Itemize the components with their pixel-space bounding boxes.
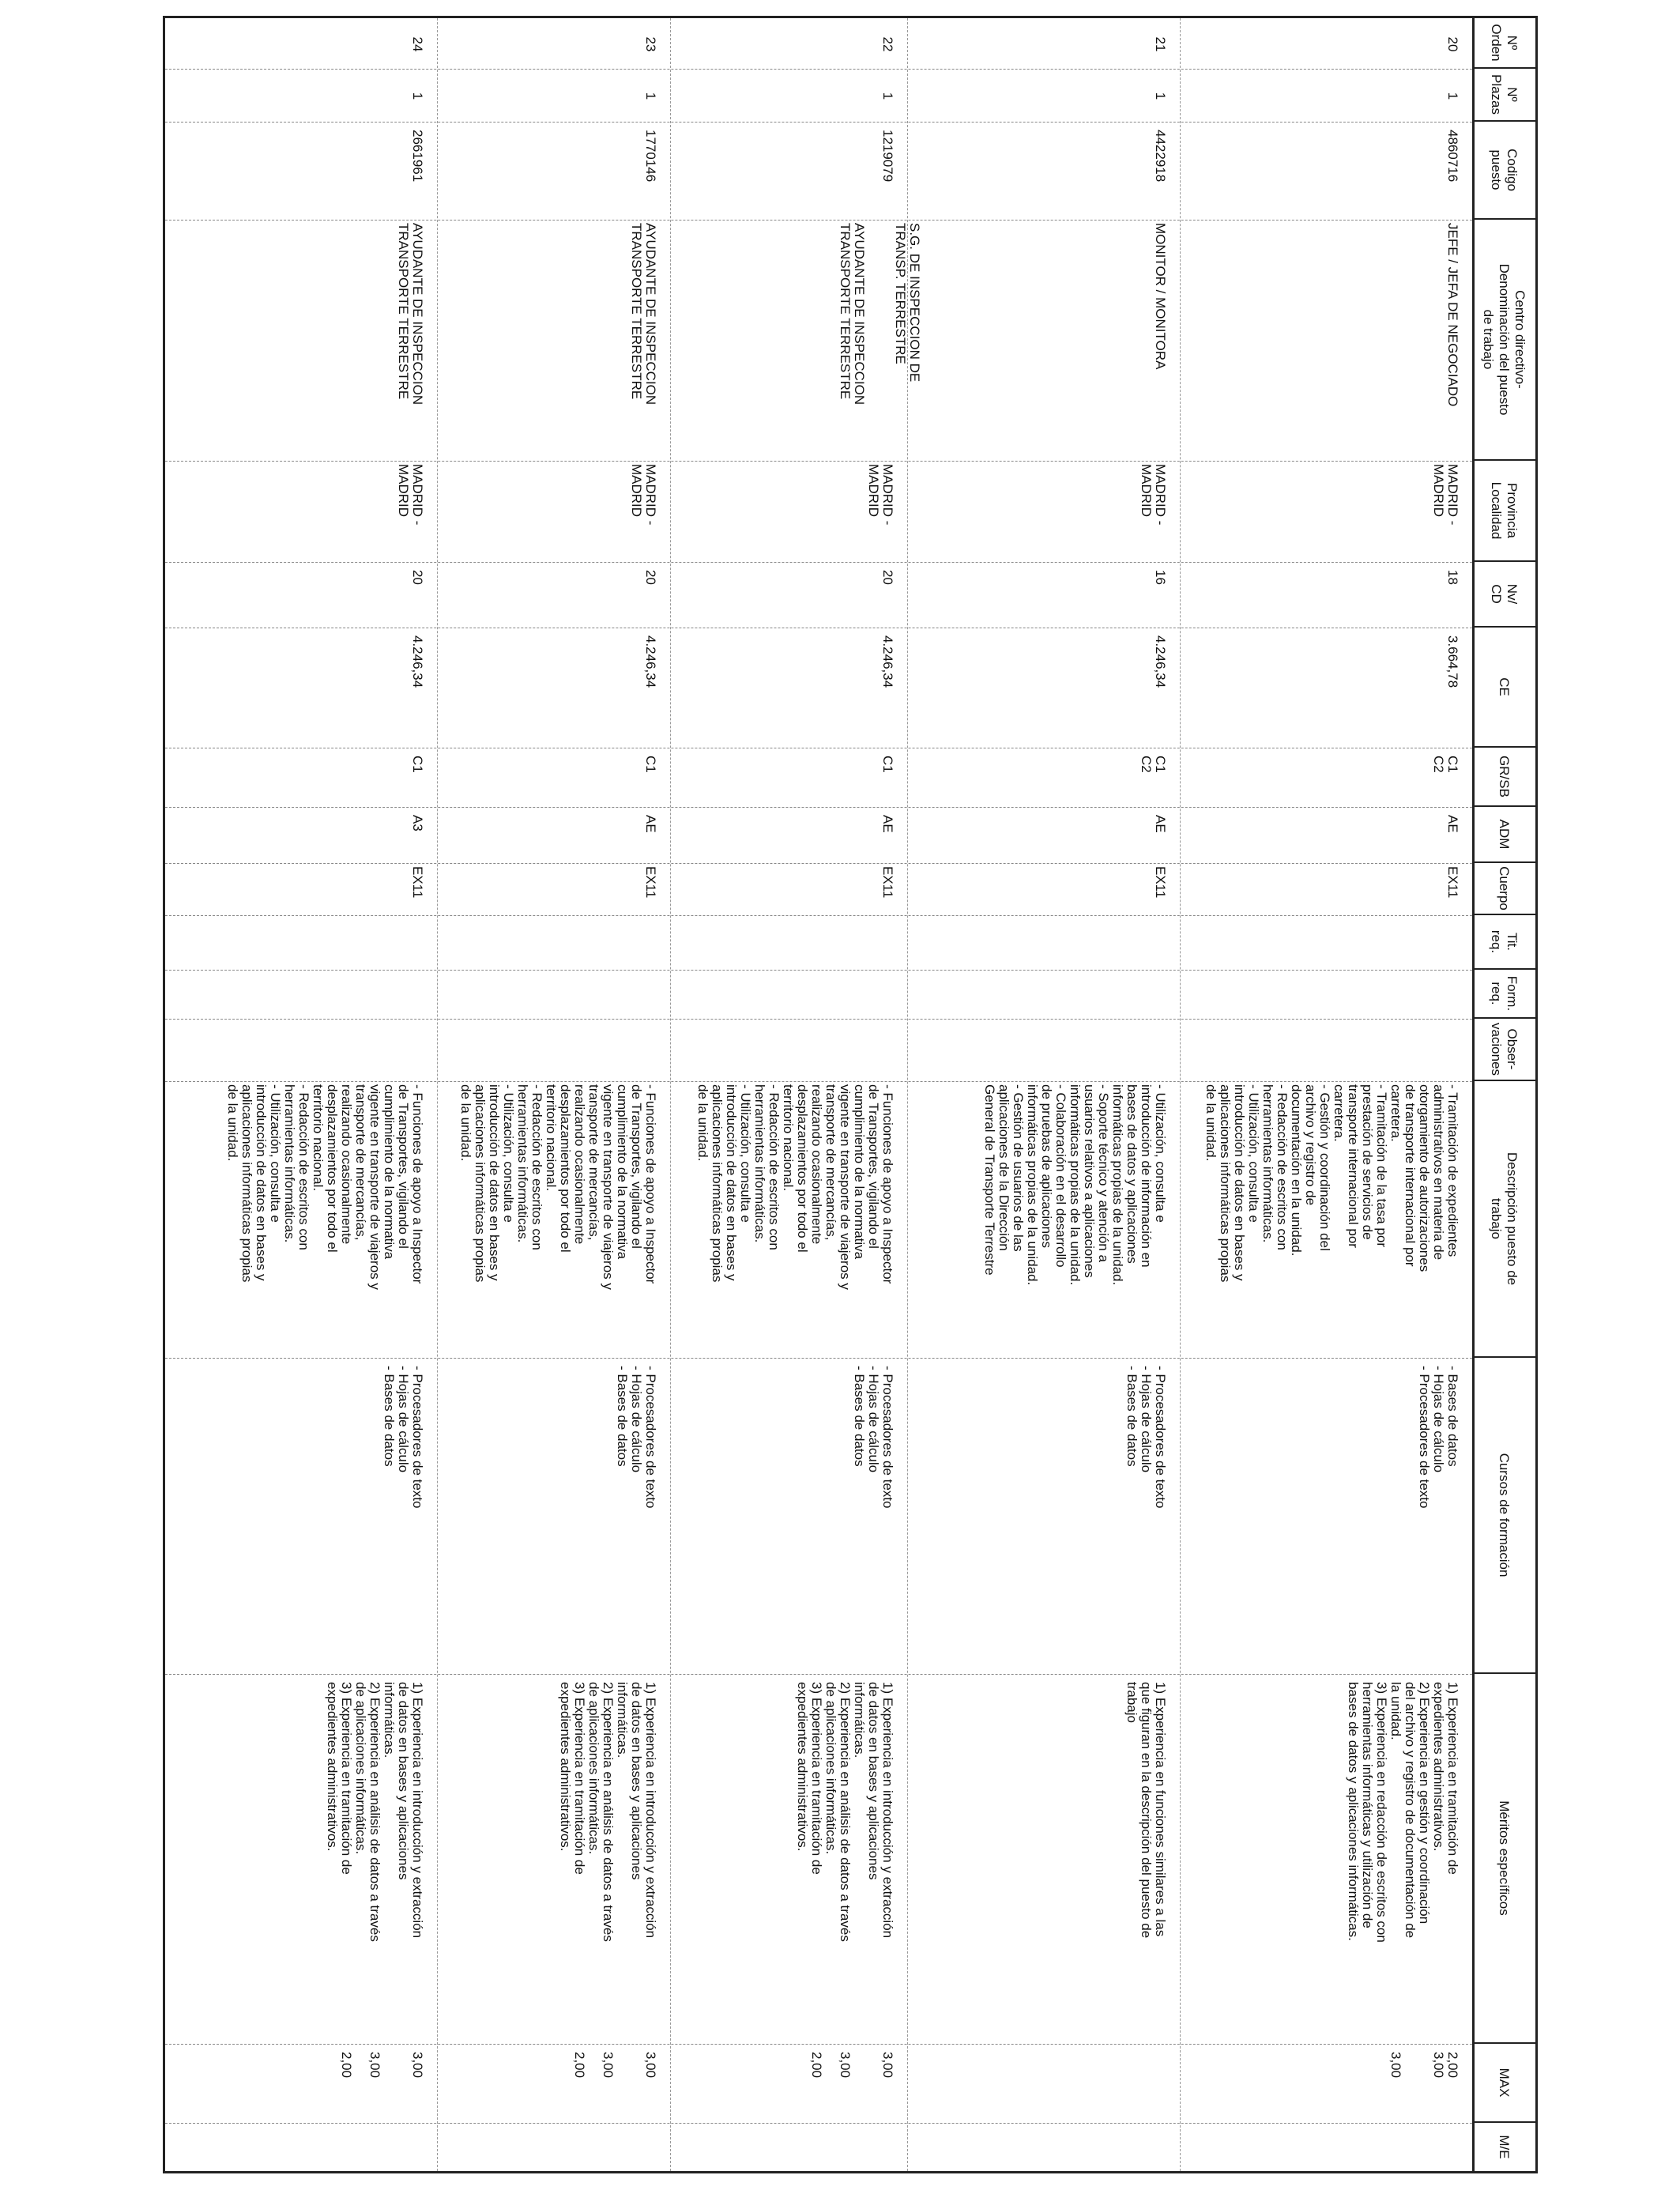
cell-codigo: 1219079 — [880, 130, 895, 183]
cell-orden: 20 — [1445, 36, 1460, 52]
cell-max: 2,00 3,00 3,00 — [1388, 2052, 1460, 2079]
cell-centro: JEFE / JEFA DE NEGOCIADO — [1445, 223, 1460, 407]
cell-obs — [908, 1019, 1180, 1081]
cell-nvcd: 16 — [1153, 570, 1168, 585]
header-meritos: Méritos específicos — [1472, 1674, 1535, 2044]
cell-meritos: 1) Experiencia en funciones similares a las que figuran en la descripción del puesto de trabajo — [1124, 1682, 1168, 1939]
cell-nvcd: 20 — [643, 570, 658, 585]
table-header — [1472, 18, 1535, 2171]
header-ce: CE — [1472, 628, 1535, 748]
cell-orden: 24 — [410, 36, 425, 52]
cell-provincia: MADRID - MADRID — [1139, 464, 1168, 526]
cell-nvcd: 20 — [880, 570, 895, 585]
table-row — [907, 18, 1180, 2171]
cell-grsb: C1 C2 — [1431, 756, 1460, 773]
cell-tit — [1181, 915, 1472, 970]
cell-descripcion: - Tramitación de expedientes administrativos en materia de otorgamiento de autorizaciones de transporte internacional por carretera. - Tramitación de la tasa por prestación de servicios de transporte internacional por carretera. - Gestión y coordinación del archivo y registro de documentación en la unidad. - Redacción de escritos con herramientas informáticas. - Utilización, consulta e introducción de datos en bases y aplicaciones informáticas propias de la unidad. — [1203, 1084, 1460, 1283]
header-codigo: Codigo puesto — [1472, 122, 1535, 220]
cell-max — [908, 2044, 1180, 2123]
cell-tit — [908, 915, 1180, 970]
header-orden: Nº Orden — [1472, 18, 1535, 69]
header-provincia: Provincia Localidad — [1472, 461, 1535, 562]
cell-grsb: C1 C2 — [1139, 756, 1168, 773]
cell-obs — [165, 1019, 437, 1081]
cell-cuerpo: EX11 — [880, 866, 895, 899]
cell-codigo: 1770146 — [643, 130, 658, 183]
positions-table — [163, 16, 1538, 2173]
cell-cursos: - Procesadores de texto - Hojas de cálculo - Bases de datos — [852, 1366, 895, 1509]
cell-centro: MONITOR / MONITORA — [1153, 223, 1168, 370]
cell-cursos: - Procesadores de texto - Hojas de cálculo - Bases de datos — [615, 1366, 658, 1509]
cell-orden: 23 — [643, 36, 658, 52]
cell-me — [671, 2123, 907, 2171]
table-row — [670, 18, 922, 2171]
cell-grsb: C1 — [880, 756, 895, 773]
cell-ce: 4.246,34 — [410, 635, 425, 688]
header-adm: ADM — [1472, 807, 1535, 863]
cell-codigo: 2661961 — [410, 130, 425, 183]
cell-obs — [438, 1019, 670, 1081]
cell-orden: 22 — [880, 36, 895, 52]
cell-adm: AE — [1153, 815, 1168, 833]
table-row — [1180, 18, 1472, 2171]
cell-codigo: 4422918 — [1153, 130, 1168, 183]
cell-nvcd: 18 — [1445, 570, 1460, 585]
cell-ce: 4.246,34 — [1153, 635, 1168, 688]
header-centro: Centro directivo- Denominación del puesto de trabajo — [1472, 220, 1535, 461]
cell-cursos: - Procesadores de texto - Hojas de cálculo - Bases de datos — [1124, 1366, 1168, 1509]
cell-plazas: 1 — [880, 92, 895, 100]
cell-tit — [671, 915, 907, 970]
cell-provincia: MADRID - MADRID — [866, 464, 895, 526]
department-heading: S.G. DE INSPECCION DE TRANSP. TERRESTRE — [893, 223, 922, 383]
position-name: AYUDANTE DE INSPECCION TRANSPORTE TERRESTRE — [838, 223, 867, 405]
cell-meritos: 1) Experiencia en introducción y extracción de datos en bases y aplicaciones informáticas. 2) Experiencia en análisis de datos a través de aplicaciones informáticas. 3) Experiencia en tramitación de expedientes administrativos. — [325, 1682, 425, 1942]
cell-provincia: MADRID - MADRID — [396, 464, 425, 526]
cell-centro: AYUDANTE DE INSPECCION TRANSPORTE TERRESTRE — [629, 223, 658, 405]
header-nvcd: Nv/ CD — [1472, 562, 1535, 628]
cell-descripcion: - Funciones de apoyo a Inspector de Transportes, vigilando el cumplimiento de la normativa vigente en transporte de viajeros y transporte de mercancías, realizando ocasionalmente desplazamientos por todo el territorio nacional. - Redacción de escritos con herramientas informáticas. - Utilización, consulta e introducción de datos en bases y aplicaciones informáticas propias de la unidad. — [458, 1084, 658, 1290]
cell-plazas: 1 — [1445, 92, 1460, 100]
cell-cursos: - Bases de datos - Hojas de cálculo - Procesadores de texto — [1417, 1366, 1460, 1509]
header-cuerpo: Cuerpo — [1472, 863, 1535, 915]
cell-centro: AYUDANTE DE INSPECCION TRANSPORTE TERRESTRE — [396, 223, 425, 405]
cell-cuerpo: EX11 — [1153, 866, 1168, 899]
cell-cuerpo: EX11 — [643, 866, 658, 899]
cell-form — [908, 970, 1180, 1019]
header-tit: Tit. req. — [1472, 915, 1535, 970]
cell-tit — [165, 915, 437, 970]
cell-ce: 3.664,78 — [1445, 635, 1460, 688]
cell-grsb: C1 — [643, 756, 658, 773]
cell-meritos: 1) Experiencia en introducción y extracción de datos en bases y aplicaciones informáticas. 2) Experiencia en análisis de datos a través de aplicaciones informáticas. 3) Experiencia en tramitación de expedientes administrativos. — [795, 1682, 895, 1942]
header-max: MAX — [1472, 2044, 1535, 2123]
cell-nvcd: 20 — [410, 570, 425, 585]
cell-obs — [1181, 1019, 1472, 1081]
header-descripcion: Descripción puesto de trabajo — [1472, 1081, 1535, 1358]
cell-me — [438, 2123, 670, 2171]
cell-tit — [438, 915, 670, 970]
cell-max: 3,00 3,00 2,00 — [809, 2052, 895, 2079]
header-obs: Obser- vaciones — [1472, 1019, 1535, 1081]
cell-me — [165, 2123, 437, 2171]
header-grsb: GR/SB — [1472, 748, 1535, 807]
cell-adm: A3 — [410, 815, 425, 831]
cell-ce: 4.246,34 — [880, 635, 895, 688]
cell-meritos: 1) Experiencia en introducción y extracción de datos en bases y aplicaciones informáticas. 2) Experiencia en análisis de datos a través de aplicaciones informáticas. 3) Experiencia en tramitación de expedientes administrativos. — [558, 1682, 658, 1942]
cell-me — [1181, 2123, 1472, 2171]
cell-grsb: C1 — [410, 756, 425, 773]
cell-ce: 4.246,34 — [643, 635, 658, 688]
cell-adm: AE — [1445, 815, 1460, 833]
cell-plazas: 1 — [643, 92, 658, 100]
cell-obs — [671, 1019, 907, 1081]
cell-plazas: 1 — [410, 92, 425, 100]
cell-me — [908, 2123, 1180, 2171]
header-me: M/E — [1497, 2135, 1512, 2159]
cell-descripcion: - Funciones de apoyo a Inspector de Transportes, vigilando el cumplimiento de la normativa vigente en transporte de viajeros y transporte de mercancías, realizando ocasionalmente desplazamientos por todo el territorio nacional. - Redacción de escritos con herramientas informáticas. - Utilización, consulta e introducción de datos en bases y aplicaciones informáticas propias de la unidad. — [225, 1084, 425, 1290]
cell-provincia: MADRID - MADRID — [1431, 464, 1460, 526]
table-row — [165, 18, 437, 2171]
cell-form — [671, 970, 907, 1019]
cell-adm: AE — [880, 815, 895, 833]
header-plazas: Nº Plazas — [1472, 69, 1535, 122]
cell-descripcion: - Utilización, consulta e introducción de información en bases de datos y aplicaciones informáticas propias de la unidad. - Soporte técnico y atención a usuarios relativos a aplicaciones informáticas propias de la unidad. - Colaboración en el desarrollo de pruebas de aplicaciones informáticas propias de la unidad. - Gestión de usuarios de las aplicaciones de la Dirección General de Transporte Terrestre — [982, 1084, 1168, 1286]
header-form: Form. req. — [1472, 970, 1535, 1019]
cell-meritos: 1) Experiencia en tramitación de expedientes administrativos. 2) Experiencia en gestión y coordinación del archivo y registro de documentación de la unidad. 3) Experiencia en redacción de escritos con herramientas informáticas y utilización de bases de datos y aplicaciones informáticas. — [1346, 1682, 1460, 1943]
cell-plazas: 1 — [1153, 92, 1168, 100]
cell-form — [165, 970, 437, 1019]
cell-provincia: MADRID - MADRID — [629, 464, 658, 526]
cell-orden: 21 — [1153, 36, 1168, 52]
header-cursos: Cursos de formación — [1472, 1358, 1535, 1674]
cell-form — [1181, 970, 1472, 1019]
cell-cursos: - Procesadores de texto - Hojas de cálculo - Bases de datos — [382, 1366, 425, 1509]
cell-cuerpo: EX11 — [410, 866, 425, 899]
cell-codigo: 4860716 — [1445, 130, 1460, 183]
cell-descripcion: - Funciones de apoyo a Inspector de Transportes, vigilando el cumplimiento de la normativa vigente en transporte de viajeros y transporte de mercancías, realizando ocasionalmente desplazamientos por todo el territorio nacional. - Redacción de escritos con herramientas informáticas. - Utilización, consulta e introducción de datos en bases y aplicaciones informáticas propias de la unidad. — [695, 1084, 895, 1290]
cell-max: 3,00 3,00 2,00 — [339, 2052, 425, 2079]
cell-cuerpo: EX11 — [1445, 866, 1460, 899]
cell-form — [438, 970, 670, 1019]
cell-adm: AE — [643, 815, 658, 833]
cell-max: 3,00 3,00 2,00 — [572, 2052, 658, 2079]
table-row — [437, 18, 670, 2171]
cell-centro — [671, 220, 922, 461]
